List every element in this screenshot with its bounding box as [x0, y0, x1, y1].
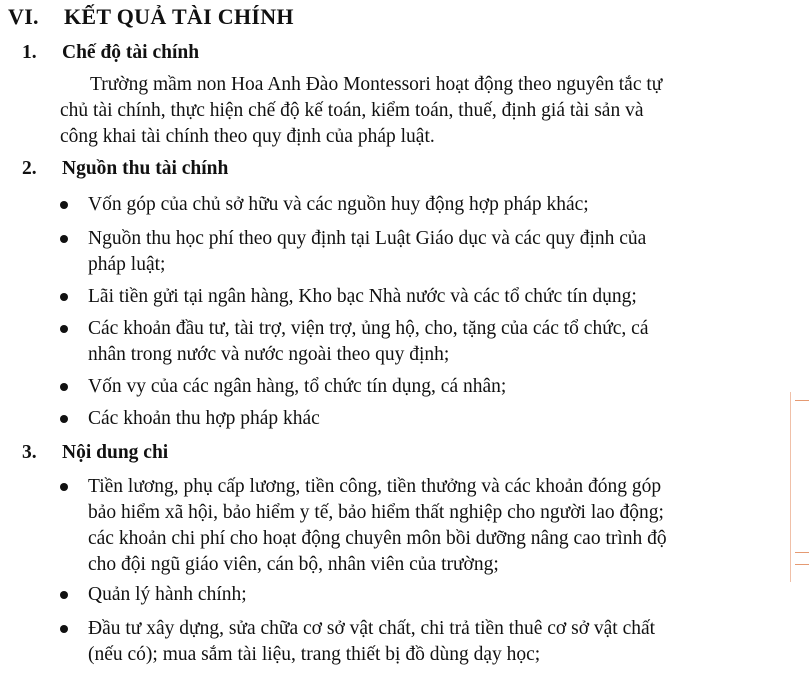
list-item-text: Các khoản thu hợp pháp khác [88, 408, 320, 429]
bullet-icon [60, 235, 68, 243]
stamp-fragment [790, 392, 812, 582]
list-item-text: Quản lý hành chính; [88, 584, 247, 605]
paragraph-line: chủ tài chính, thực hiện chế độ kế toán, kiểm toán, thuế, định giá tài sản và [60, 100, 644, 121]
bullet-icon [60, 591, 68, 599]
bullet-icon [60, 383, 68, 391]
list-item-text: Lãi tiền gửi tại ngân hàng, Kho bạc Nhà nước và các tổ chức tín dụng; [88, 286, 637, 307]
paragraph-line: Trường mầm non Hoa Anh Đào Montessori hoạt động theo nguyên tắc tự [90, 74, 663, 95]
subsection-heading-3 [22, 442, 168, 464]
paragraph-line: công khai tài chính theo quy định của pháp luật. [60, 126, 435, 147]
bullet-icon [60, 201, 68, 209]
list-item-text: Vốn vy của các ngân hàng, tổ chức tín dụng, cá nhân; [88, 376, 507, 397]
list-item-text: pháp luật; [88, 254, 166, 275]
list-item-text: nhân trong nước và nước ngoài theo quy định; [88, 344, 450, 365]
section-heading [8, 4, 294, 30]
section-title: KẾT QUẢ TÀI CHÍNH [64, 4, 294, 29]
list-item-text: (nếu có); mua sắm tài liệu, trang thiết bị đồ dùng dạy học; [88, 644, 541, 665]
subsection-title: Nguồn thu tài chính [62, 158, 229, 179]
list-item-text: bảo hiểm xã hội, bảo hiểm y tế, bảo hiểm thất nghiệp cho người lao động; [88, 502, 664, 523]
list-item-text: các khoản chi phí cho hoạt động chuyên môn bồi dưỡng nâng cao trình độ [88, 528, 667, 549]
list-item-text: cho đội ngũ giáo viên, cán bộ, nhân viên của trường; [88, 554, 499, 575]
list-item-text: Các khoản đầu tư, tài trợ, viện trợ, ủng hộ, cho, tặng của các tổ chức, cá [88, 318, 649, 339]
list-item-text: Tiền lương, phụ cấp lương, tiền công, tiền thưởng và các khoản đóng góp [88, 476, 662, 497]
bullet-icon [60, 625, 68, 633]
subsection-title: Nội dung chi [62, 442, 169, 463]
bullet-icon [60, 293, 68, 301]
section-number: VI. [8, 4, 39, 29]
bullet-icon [60, 325, 68, 333]
list-item-text: Vốn góp của chủ sở hữu và các nguồn huy động hợp pháp khác; [88, 194, 589, 215]
subsection-title: Chế độ tài chính [62, 42, 200, 63]
subsection-number: 1. [22, 42, 37, 63]
paragraph-financial-regime [60, 72, 740, 150]
bullet-icon [60, 483, 68, 491]
list-item-text: Đầu tư xây dựng, sửa chữa cơ sở vật chất, chi trả tiền thuê cơ sở vật chất [88, 618, 656, 639]
subsection-heading-2 [22, 158, 228, 180]
subsection-number: 3. [22, 442, 37, 463]
bullet-icon [60, 415, 68, 423]
list-item-text: Nguồn thu học phí theo quy định tại Luật Giáo dục và các quy định của [88, 228, 647, 249]
subsection-number: 2. [22, 158, 37, 179]
subsection-heading-1 [22, 42, 199, 64]
